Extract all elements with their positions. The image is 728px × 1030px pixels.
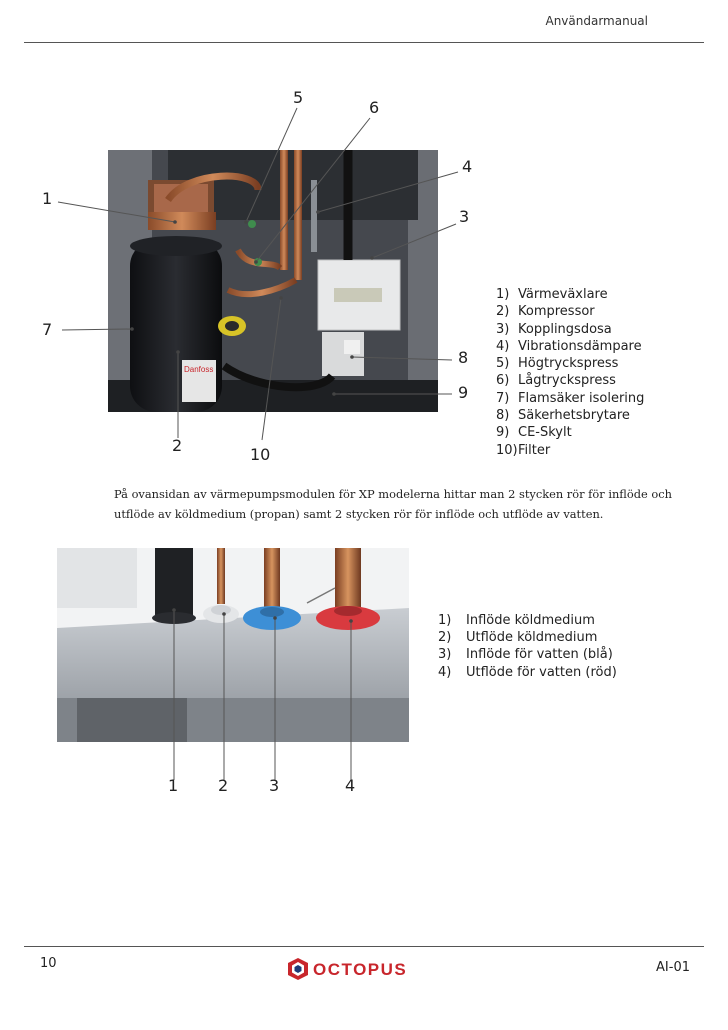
legend-text: Kompressor [518,304,595,320]
octopus-logo [286,957,420,981]
legend-item [438,646,617,663]
callout-6: 6 [369,98,380,117]
legend-text: Utflöde för vatten (röd) [466,664,617,680]
callout-10: 10 [250,445,271,464]
page-number: 10 [40,956,57,971]
legend-text: Filter [518,442,551,458]
body-paragraph: På ovansidan av värmepumpsmodulen för XP modelerna hittar man 2 stycken rör för inflöde och utflöde av köldmedium (propan) samt 2 stycken rör för inflöde och utflöde av vatten. [114,487,672,521]
legend-text: Inflöde för vatten (blå) [466,647,613,663]
callout-3: 3 [459,207,470,226]
document-code: AI-01 [656,960,690,975]
legend-text: Lågtryckspress [518,373,616,389]
brand-name: OCTOPUS [313,960,408,979]
figure2-legend [438,612,617,681]
legend-num: 4) [438,664,452,680]
legend-text: Flamsäker isolering [518,390,645,406]
legend-text: Högtryckspress [518,356,619,372]
legend-num: 2) [496,304,510,320]
fig2-callout-1: 1 [168,776,179,795]
legend-num: 1) [438,613,452,628]
legend-text: Utflöde köldmedium [466,630,598,646]
legend-item [438,664,617,681]
legend-num: 6) [496,373,510,389]
legend-num: 1) [496,287,510,302]
fig2-callout-2: 2 [218,776,229,795]
legend-text: Värmeväxlare [518,287,608,302]
legend-text: Inflöde köldmedium [466,613,595,628]
legend-num: 2) [438,630,452,646]
legend-num: 7) [496,390,510,406]
callout-5: 5 [293,88,304,107]
footer-rule [24,946,704,947]
legend-num: 9) [496,425,510,441]
legend-text: Vibrationsdämpare [518,338,642,354]
header-title: Användarmanual [545,14,648,28]
callout-7: 7 [42,320,53,339]
legend-num: 3) [438,647,452,663]
fig2-callout-4: 4 [345,776,356,795]
octopus-emblem-icon [288,958,308,980]
legend-num: 5) [496,356,510,372]
fig2-callout-3: 3 [269,776,280,795]
legend-num: 8) [496,408,510,424]
legend-num: 10) [496,442,518,458]
legend-text: CE-Skylt [518,425,572,441]
legend-item [438,629,617,646]
callout-9: 9 [458,383,469,402]
danfoss-label: Danfoss [184,365,214,374]
legend-item [438,612,617,629]
legend-text: Säkerhetsbrytare [518,408,630,424]
callout-4: 4 [462,157,473,176]
callout-1: 1 [42,189,53,208]
legend-num: 4) [496,338,510,354]
legend-text: Kopplingsdosa [518,321,612,337]
callout-8: 8 [458,348,469,367]
callout-2: 2 [172,436,183,455]
legend-num: 3) [496,321,510,337]
